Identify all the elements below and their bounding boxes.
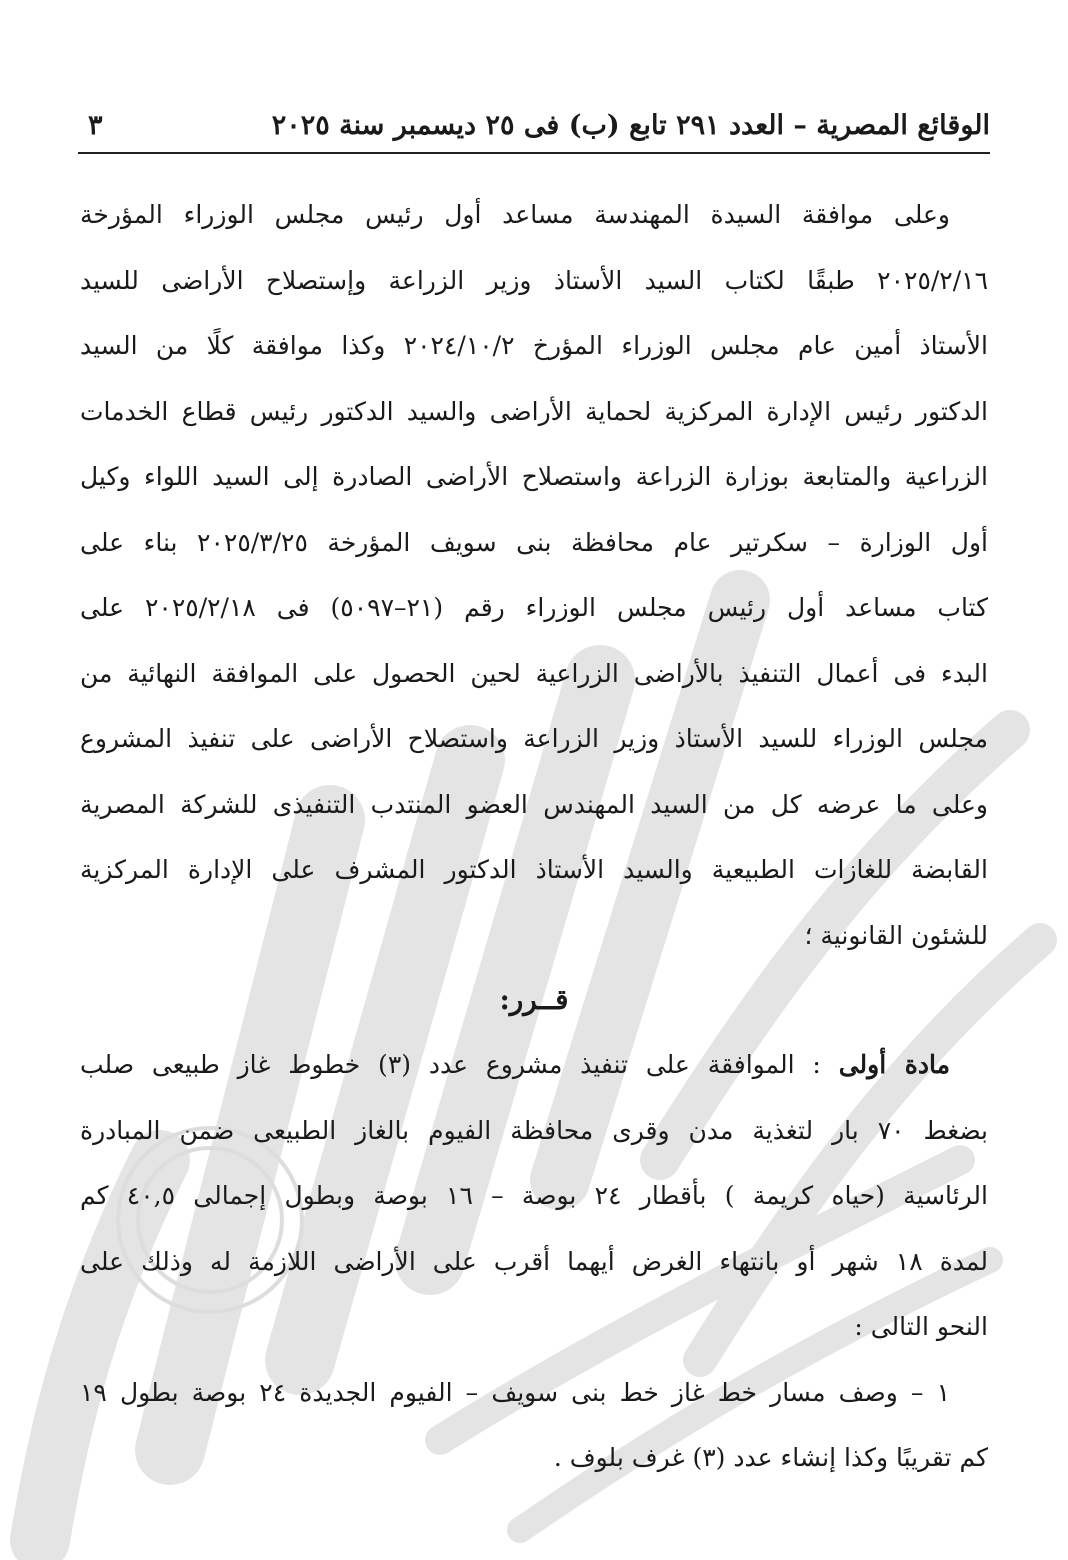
preamble-line: مجلس الوزراء للسيد الأستاذ وزير الزراعة واستصلاح الأراضى على تنفيذ المشروع xyxy=(80,724,988,753)
article-line: لمدة ١٨ شهر أو بانتهاء الغرض أيهما أقرب على الأراضى اللازمة له وذلك على xyxy=(80,1246,988,1276)
article-line: الرئاسية (حياه كريمة ) بأقطار ٢٤ بوصة – ١٦ بوصة وبطول إجمالى ٤٠,٥ كم xyxy=(80,1181,988,1210)
preamble-line: البدء فى أعمال التنفيذ بالأراضى الزراعية لحين الحصول على الموافقة النهائية من xyxy=(80,658,988,688)
preamble-line: ٢٠٢٥/٢/١٦ طبقًا لكتاب السيد الأستاذ وزير الزراعة وإستصلاح الأراضى للسيد xyxy=(80,265,988,295)
article-one-label: مادة أولى xyxy=(838,1050,950,1079)
item-line: ١ – وصف مسار خط غاز خط بنى سويف – الفيوم الجديدة ٢٤ بوصة بطول ١٩ xyxy=(80,1377,951,1407)
item-line: كم تقريبًا وكذا إنشاء عدد (٣) غرف بلوف . xyxy=(553,1443,988,1472)
article-line: بضغط ٧٠ بار لتغذية مدن وقرى محافظة الفيوم بالغاز الطبيعى ضمن المبادرة xyxy=(80,1115,988,1145)
article-line: النحو التالى : xyxy=(854,1312,988,1341)
preamble-line: الزراعية والمتابعة بوزارة الزراعة واستصلاح الأراضى الصادرة إلى السيد اللواء وكيل xyxy=(80,462,988,491)
decision-heading: قــرر: xyxy=(499,983,569,1016)
preamble-line: وعلى موافقة السيدة المهندسة مساعد أول رئيس مجلس الوزراء المؤرخة xyxy=(80,200,950,229)
article-one-first-line xyxy=(80,1032,988,1098)
preamble-line: وعلى ما عرضه كل من السيد المهندس العضو المنتدب التنفيذى للشركة المصرية xyxy=(80,789,988,819)
preamble-line: الدكتور رئيس الإدارة المركزية لحماية الأراضى والسيد الدكتور رئيس قطاع الخدمات xyxy=(80,396,988,426)
header-divider xyxy=(78,152,990,154)
article-one xyxy=(80,1032,988,1360)
preamble-line: أول الوزارة – سكرتير عام محافظة بنى سويف المؤرخة ٢٠٢٥/٣/٢٥ بناء على xyxy=(80,527,988,557)
gazette-header-title: الوقائع المصرية – العدد ٢٩١ تابع (ب) فى ٢٥ ديسمبر سنة ٢٠٢٥ xyxy=(271,109,990,141)
page-header xyxy=(78,100,990,150)
preamble-paragraph xyxy=(80,182,988,968)
document-body xyxy=(80,182,988,1491)
article-one-text: : الموافقة على تنفيذ مشروع عدد (٣) خطوط غاز طبيعى صلب xyxy=(80,1050,821,1079)
preamble-line: القابضة للغازات الطبيعية والسيد الأستاذ الدكتور المشرف على الإدارة المركزية xyxy=(80,855,988,884)
preamble-line: الأستاذ أمين عام مجلس الوزراء المؤرخ ٢٠٢٤/١٠/٢ وكذا موافقة كلًا من السيد xyxy=(80,331,988,360)
preamble-line: كتاب مساعد أول رئيس مجلس الوزراء رقم (٢١–٥٠٩٧) فى ٢٠٢٥/٢/١٨ على xyxy=(80,593,988,622)
preamble-line: للشئون القانونية ؛ xyxy=(804,920,988,950)
page-number: ٣ xyxy=(88,109,103,141)
item-one xyxy=(80,1360,988,1491)
